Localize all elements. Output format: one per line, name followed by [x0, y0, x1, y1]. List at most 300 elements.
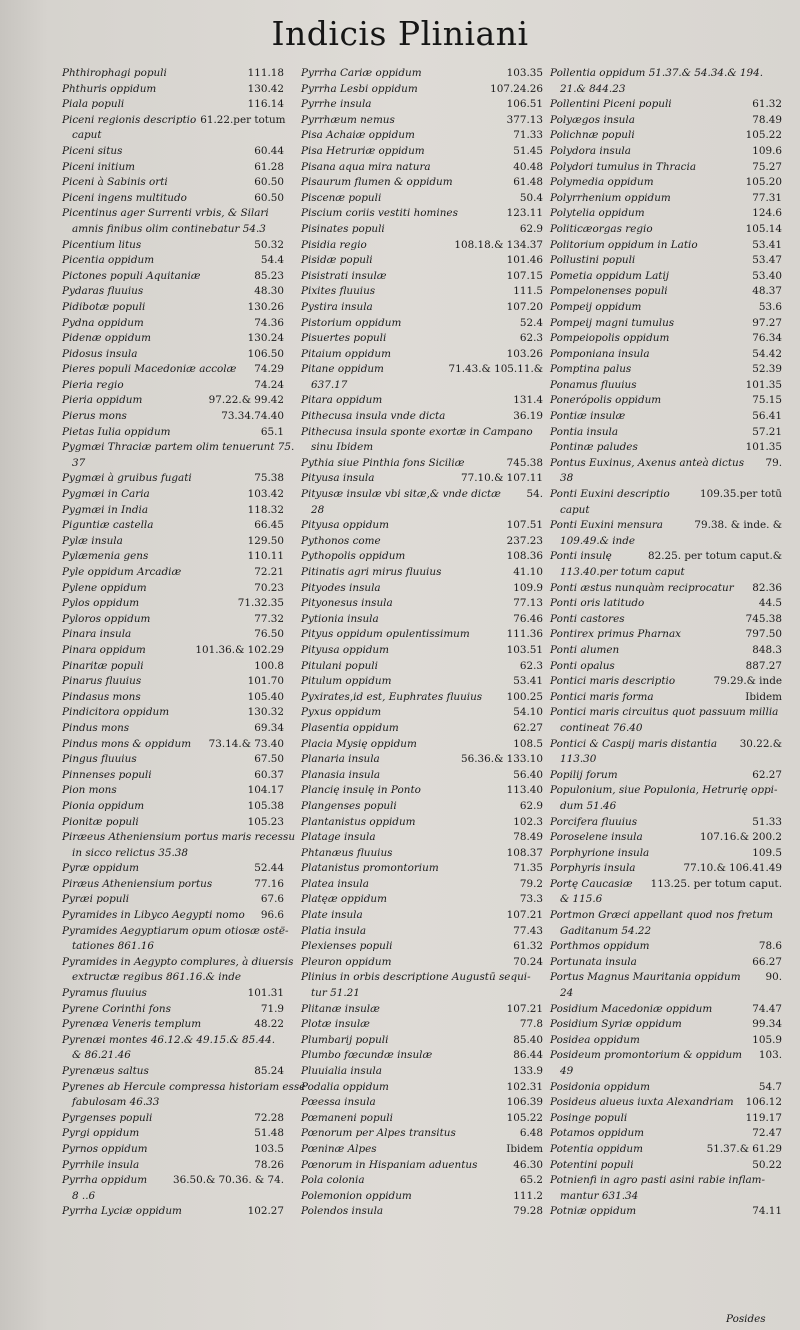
index-entry: [62, 1080, 306, 1096]
entry-reference: 109.5: [752, 846, 782, 859]
index-entry: [62, 752, 284, 768]
index-entry: [301, 970, 543, 986]
index-entry: [62, 815, 284, 831]
entry-continuation: & 115.6: [560, 893, 603, 906]
entry-reference: 103.35: [506, 67, 543, 79]
entry-reference: 71.35: [513, 862, 543, 875]
entry-term: Piceni initium: [62, 160, 135, 173]
entry-term: Pœnorum per Alpes transitus: [301, 1127, 456, 1140]
index-entry: [550, 1126, 782, 1142]
index-entry: [301, 783, 543, 799]
entry-term: Pontici maris circuitus quot passuum millia: [550, 706, 779, 719]
entry-reference: 108.5: [513, 737, 543, 750]
entry-term: Pidenæ oppidum: [62, 332, 151, 345]
catchword: Posides: [726, 1313, 766, 1325]
entry-term: Pindasus mons: [62, 690, 141, 703]
entry-reference: 111.18: [247, 67, 284, 79]
entry-reference: 30.22.&: [739, 737, 782, 750]
index-entry: [550, 549, 782, 565]
index-entry: [301, 409, 543, 425]
index-entry: [301, 1158, 543, 1174]
entry-reference: 745.38: [745, 612, 782, 625]
entry-term: Plumbarij populi: [301, 1033, 389, 1046]
index-entry: [301, 581, 543, 597]
index-entry: [301, 128, 543, 144]
index-entry: [301, 269, 543, 285]
entry-reference: 77.8: [519, 1018, 543, 1031]
index-entry: [62, 783, 284, 799]
entry-term: Pierus mons: [62, 410, 127, 423]
entry-continuation: in sicco relictus 35.38: [72, 846, 189, 859]
index-entry: [550, 581, 782, 597]
index-entry: [301, 1173, 543, 1189]
entry-term: Posideum promontorium & oppidum: [550, 1049, 743, 1062]
entry-term: Pyrrhile insula: [62, 1158, 140, 1171]
entry-term: Pyrgenses populi: [62, 1111, 153, 1124]
index-entry: [62, 1142, 284, 1158]
entry-term: Ponti oris latitudo: [550, 597, 645, 610]
entry-term: Pityusæ insulæ vbi sitæ,& vnde dictæ: [301, 488, 501, 501]
index-entry: [550, 939, 782, 955]
entry-reference: 61.28: [254, 160, 284, 173]
entry-term: Pityusa insula: [301, 472, 375, 485]
index-entry: [550, 1142, 782, 1158]
entry-term: Ponamus fluuius: [550, 378, 637, 391]
entry-reference: 105.22: [745, 129, 782, 142]
entry-continuation: 637.17: [311, 378, 348, 391]
entry-term: Posidium Syriæ oppidum: [550, 1018, 682, 1031]
entry-reference: 79.: [765, 456, 782, 469]
index-entry: [62, 175, 284, 191]
entry-term: Pityodes insula: [301, 581, 381, 594]
entry-reference: 124.6: [752, 207, 782, 220]
entry-continuation: caput: [72, 129, 102, 142]
index-entry: [550, 815, 782, 831]
entry-term: Porthmos oppidum: [550, 940, 650, 953]
entry-term: Plasentia oppidum: [301, 721, 399, 734]
entry-reference: 106.12: [745, 1096, 782, 1109]
entry-reference: 61.32: [752, 98, 782, 111]
entry-term: Pyrrha oppidum: [62, 1174, 148, 1187]
entry-reference: 41.10: [513, 566, 543, 578]
entry-term: Ponti opalus: [550, 659, 615, 672]
entry-term: Pidibotæ populi: [62, 300, 146, 313]
entry-term: Pygmæi in Caria: [62, 488, 150, 501]
entry-reference: 78.49: [513, 831, 543, 844]
entry-continuation: tationes 861.16: [72, 940, 154, 953]
entry-term: Pityusa oppidum: [301, 643, 389, 656]
index-entry: [62, 1002, 284, 1018]
entry-term: Pyrrha Lyciæ oppidum: [62, 1205, 182, 1218]
entry-continuation: & 86.21.46: [72, 1049, 131, 1062]
entry-reference: 102.3: [513, 815, 543, 828]
entry-reference: 51.45: [513, 144, 543, 157]
entry-term: Pisana aqua mira natura: [301, 160, 431, 173]
index-entry: [550, 284, 782, 300]
index-entry: [301, 705, 543, 721]
entry-continuation: 8 ..6: [72, 1189, 96, 1202]
entry-reference: 106.39: [506, 1096, 543, 1109]
index-entry: [550, 1204, 782, 1220]
entry-term: Pydna oppidum: [62, 316, 144, 329]
entry-reference: 101.46: [506, 254, 543, 267]
entry-reference: 103.51: [506, 643, 543, 656]
entry-term: Pontici & Caspij maris distantia: [550, 737, 718, 750]
entry-reference: 48.30: [254, 285, 284, 298]
entry-term: Posidonia oppidum: [550, 1080, 650, 1093]
entry-term: Pontus Euxinus, Axenus anteà dictus: [550, 456, 745, 469]
index-column-2: [301, 66, 543, 1220]
entry-reference: 56.40: [513, 768, 543, 781]
entry-term: Potniæ oppidum: [550, 1205, 637, 1218]
index-entry: [550, 877, 782, 893]
index-entry: [62, 549, 284, 565]
entry-reference: 78.6: [758, 940, 782, 953]
index-entry: [301, 362, 543, 378]
entry-term: Pietas Iulia oppidum: [62, 425, 171, 438]
entry-continuation: 21.& 844.23: [560, 82, 626, 95]
entry-term: Pyrenæus saltus: [62, 1065, 149, 1077]
entry-reference: 82.36: [752, 581, 782, 594]
entry-term: Platia insula: [301, 924, 367, 937]
entry-reference: 118.32: [247, 503, 284, 516]
index-entry: [62, 955, 294, 971]
entry-term: Ponti insulę: [550, 550, 612, 563]
entry-term: Pinara insula: [62, 628, 132, 641]
index-entry: [550, 66, 782, 82]
index-entry: [62, 705, 284, 721]
index-entry: [62, 503, 284, 519]
index-entry: [550, 970, 782, 986]
entry-continuation: 113.30: [560, 753, 597, 766]
entry-reference: 79.2: [519, 877, 543, 890]
entry-term: Pisinates populi: [301, 222, 385, 235]
entry-reference: 97.22.& 99.42: [208, 394, 284, 407]
index-entry: [62, 206, 284, 222]
index-entry: [62, 1173, 284, 1189]
index-entry: [62, 269, 284, 285]
entry-reference: 101.35: [745, 441, 782, 454]
index-entry: [550, 393, 782, 409]
entry-term: Polyægos insula: [550, 113, 635, 126]
entry-reference: 74.11: [752, 1205, 782, 1218]
entry-reference: 51.48: [254, 1127, 284, 1140]
entry-reference: 46.30: [513, 1158, 543, 1171]
entry-reference: 72.47: [752, 1127, 782, 1140]
index-entry: [62, 581, 284, 597]
entry-term: Pygmæi in India: [62, 503, 149, 516]
entry-reference: 106.50: [247, 347, 284, 360]
index-entry: [301, 565, 543, 581]
index-entry: [62, 82, 284, 98]
entry-term: Pœessa insula: [301, 1096, 376, 1109]
entry-term: Pisa Hetruriæ oppidum: [301, 144, 425, 157]
entry-term: Pieria regio: [62, 378, 124, 391]
entry-reference: 77.32: [254, 612, 284, 625]
index-entry: [62, 1064, 284, 1080]
entry-term: Pollentini Piceni populi: [550, 98, 672, 111]
index-entry: [301, 1189, 543, 1205]
entry-term: Pometia oppidum Latij: [550, 269, 670, 282]
entry-term: Pœmaneni populi: [301, 1111, 393, 1124]
entry-term: Ponti alumen: [550, 643, 620, 656]
index-entry: [301, 144, 543, 160]
entry-term: Pyrrhe insula: [301, 98, 372, 111]
index-entry: [62, 316, 284, 332]
entry-term: Pinara oppidum: [62, 643, 146, 656]
index-entry: [62, 1111, 284, 1127]
index-entry: [62, 737, 284, 753]
entry-reference: 48.22: [254, 1018, 284, 1031]
entry-reference: 107.51: [506, 519, 543, 532]
index-entry: [550, 690, 782, 706]
entry-term: Picentinus ager Surrenti vrbis, & Silari: [62, 207, 269, 220]
index-entry: [550, 128, 782, 144]
index-entry: [62, 799, 284, 815]
entry-reference: 848.3: [752, 643, 782, 656]
index-entry: [550, 206, 782, 222]
index-entry: [550, 316, 782, 332]
entry-reference: 48.37: [752, 285, 782, 298]
index-entry: [301, 222, 543, 238]
entry-reference: 102.27: [247, 1205, 284, 1218]
index-entry: [301, 612, 543, 628]
entry-reference: 50.22: [752, 1158, 782, 1171]
entry-reference: 106.51: [506, 98, 543, 111]
entry-term: Picentia oppidum: [62, 254, 155, 267]
index-entry: [550, 378, 782, 394]
index-entry: [550, 861, 782, 877]
index-entry: [62, 627, 284, 643]
index-entry: [550, 97, 782, 113]
entry-reference: 130.32: [247, 706, 284, 719]
index-entry: [62, 1158, 284, 1174]
entry-term: Polichnæ populi: [550, 129, 635, 142]
entry-term: Pionia oppidum: [62, 799, 145, 812]
entry-term: Porcifera fluuius: [550, 815, 638, 828]
index-entry: [550, 253, 782, 269]
entry-term: Pindus mons & oppidum: [62, 737, 192, 750]
index-entry: [62, 877, 284, 893]
entry-term: Pyramus fluuius: [62, 987, 147, 1000]
entry-term: Placia Mysię oppidum: [301, 737, 417, 750]
entry-term: Pompeiopolis oppidum: [550, 332, 670, 345]
entry-continuation: Gaditanum 54.22: [560, 924, 652, 937]
entry-reference: 74.29: [254, 363, 284, 376]
index-entry: [301, 191, 543, 207]
index-entry: [301, 877, 543, 893]
entry-term: Pylos oppidum: [62, 597, 140, 610]
entry-reference: 73.3: [519, 893, 543, 906]
entry-reference: 71.43.& 105.11.&: [448, 363, 543, 376]
entry-term: Posidea oppidum: [550, 1033, 640, 1046]
entry-reference: 60.37: [254, 768, 284, 781]
index-entry: [62, 768, 284, 784]
entry-reference: 237.23: [506, 534, 543, 547]
index-entry: [550, 1048, 782, 1064]
index-entry: [301, 456, 543, 472]
entry-reference: 66.27: [752, 955, 782, 968]
index-entry: [301, 1111, 543, 1127]
entry-term: Polydori tumulus in Thracia: [550, 160, 697, 173]
index-entry: [550, 627, 782, 643]
entry-reference: 60.44: [254, 144, 284, 157]
entry-term: Plexienses populi: [301, 940, 393, 953]
entry-reference: 77.43: [513, 924, 543, 937]
entry-reference: 101.31: [247, 987, 284, 1000]
entry-reference: 73.34.74.40: [221, 410, 284, 423]
entry-term: Platanistus promontorium: [301, 862, 439, 875]
entry-continuation: mantur 631.34: [560, 1189, 639, 1202]
entry-term: Polendos insula: [301, 1205, 384, 1218]
entry-term: Podalia oppidum: [301, 1080, 389, 1093]
entry-reference: 377.13: [506, 113, 543, 126]
entry-term: Pyxus oppidum: [301, 706, 382, 719]
entry-term: Pingus fluuius: [62, 753, 137, 766]
entry-reference: 797.50: [745, 628, 782, 641]
index-entry: [62, 924, 289, 940]
entry-term: Pion mons: [62, 784, 117, 797]
entry-reference: 90.: [765, 971, 782, 984]
entry-reference: 74.36: [254, 316, 284, 329]
entry-reference: 105.38: [247, 799, 284, 812]
entry-reference: 110.11: [247, 550, 284, 563]
index-entry: [550, 144, 782, 160]
entry-reference: 54.42: [752, 347, 782, 360]
entry-term: Pithecusa insula vnde dicta: [301, 410, 446, 423]
entry-term: Pyrrha Lesbi oppidum: [301, 82, 418, 95]
entry-reference: 40.48: [513, 160, 543, 173]
entry-reference: 99.34: [752, 1018, 782, 1031]
entry-term: Pœnorum in Hispaniam aduentus: [301, 1158, 478, 1171]
entry-term: Piræeus Atheniensium portus maris recessu: [62, 831, 296, 844]
index-entry: [62, 409, 284, 425]
entry-reference: 73.14.& 73.40: [208, 737, 284, 750]
entry-term: Plancię insulę in Ponto: [301, 784, 421, 797]
entry-term: Pixites fluuius: [301, 285, 376, 298]
entry-reference: 78.26: [254, 1158, 284, 1171]
entry-term: Potnienfi in agro pasti asini rabie inflam-: [550, 1174, 766, 1187]
entry-reference: 77.16: [254, 877, 284, 890]
entry-continuation: contineat 76.40: [560, 721, 643, 734]
index-entry: [301, 908, 543, 924]
index-entry: [62, 393, 284, 409]
entry-term: Pola colonia: [301, 1174, 365, 1187]
entry-reference: 71.32.35: [237, 597, 284, 610]
entry-term: Pinnenses populi: [62, 768, 152, 781]
entry-term: Pyrnos oppidum: [62, 1142, 148, 1155]
entry-term: Pontinæ paludes: [550, 441, 638, 454]
entry-reference: 103.26: [506, 347, 543, 360]
entry-reference: 100.25: [506, 690, 543, 703]
index-entry: [550, 908, 782, 924]
index-entry: [550, 659, 782, 675]
index-entry: [301, 160, 543, 176]
entry-reference: 101.70: [247, 675, 284, 688]
page-title: Indicis Pliniani: [271, 14, 529, 53]
index-entry: [62, 1204, 284, 1220]
entry-reference: 116.14: [247, 98, 284, 111]
index-entry: [550, 300, 782, 316]
index-entry: [62, 440, 295, 456]
entry-reference: 107.16.& 200.2: [700, 831, 782, 844]
entry-term: Piscium coriis vestiti homines: [301, 207, 458, 220]
index-entry: [62, 378, 284, 394]
entry-reference: 76.46: [513, 612, 543, 625]
entry-term: Pitulum oppidum: [301, 675, 392, 688]
entry-term: Pontiæ insulæ: [550, 410, 626, 423]
entry-term: Pitane oppidum: [301, 363, 384, 376]
index-entry: [550, 737, 782, 753]
index-entry: [301, 1080, 543, 1096]
entry-term: Planasia insula: [301, 768, 381, 781]
index-entry: [301, 643, 543, 659]
entry-reference: 76.50: [254, 628, 284, 641]
entry-reference: 105.22: [506, 1111, 543, 1124]
index-entry: [62, 471, 284, 487]
entry-reference: 54.4: [260, 254, 284, 267]
index-column-3: [550, 66, 782, 1220]
entry-term: Pionitæ populi: [62, 815, 139, 828]
entry-continuation: 28: [311, 503, 325, 516]
entry-term: Pyxirates,id est, Euphrates fluuius: [301, 690, 483, 703]
entry-continuation: dum 51.46: [560, 799, 617, 812]
index-entry: [62, 643, 284, 659]
entry-term: Pygmæi Thraciæ partem olim tenuerunt 75.: [62, 441, 295, 454]
index-entry: [62, 300, 284, 316]
entry-continuation: 109.49.& inde: [560, 534, 636, 547]
entry-term: Plantanistus oppidum: [301, 815, 416, 828]
index-entry: [550, 440, 782, 456]
entry-reference: 108.37: [506, 846, 543, 859]
entry-term: Pictones populi Aquitaniæ: [62, 269, 201, 282]
index-entry: [301, 892, 543, 908]
entry-reference: 53.41: [752, 238, 782, 251]
index-entry: [62, 596, 284, 612]
index-entry: [550, 1017, 782, 1033]
entry-reference: 51.33: [752, 815, 782, 828]
entry-term: Plumbo fœcundæ insulæ: [301, 1049, 433, 1062]
index-entry: [62, 830, 296, 846]
entry-term: Pidosus insula: [62, 347, 138, 360]
entry-term: Pontici maris descriptio: [550, 675, 676, 688]
entry-term: Politorium oppidum in Latio: [550, 238, 698, 251]
index-entry: [550, 487, 782, 503]
index-entry: [301, 861, 543, 877]
entry-term: Posinge populi: [550, 1111, 628, 1124]
entry-term: Pitaium oppidum: [301, 347, 391, 360]
entry-reference: 52.4: [519, 316, 543, 329]
index-entry: [62, 892, 284, 908]
index-entry: [301, 82, 543, 98]
entry-term: Pithecusa insula sponte exortæ in Campano: [301, 425, 533, 438]
index-entry: [301, 799, 543, 815]
entry-reference: 131.4: [513, 394, 543, 407]
entry-reference: 109.35.per totū: [699, 488, 782, 501]
entry-term: Popilij forum: [550, 768, 618, 781]
index-entry: [301, 284, 543, 300]
index-entry: [301, 1017, 543, 1033]
entry-term: Plate insula: [301, 909, 363, 922]
index-entry: [301, 721, 543, 737]
entry-term: Pitara oppidum: [301, 394, 383, 407]
index-entry: [62, 144, 284, 160]
entry-reference: 52.39: [752, 363, 782, 376]
entry-term: Pinaritæ populi: [62, 659, 144, 672]
entry-reference: 100.8: [254, 659, 284, 672]
entry-reference: 56.36.& 133.10: [461, 753, 543, 766]
index-entry: [62, 534, 284, 550]
